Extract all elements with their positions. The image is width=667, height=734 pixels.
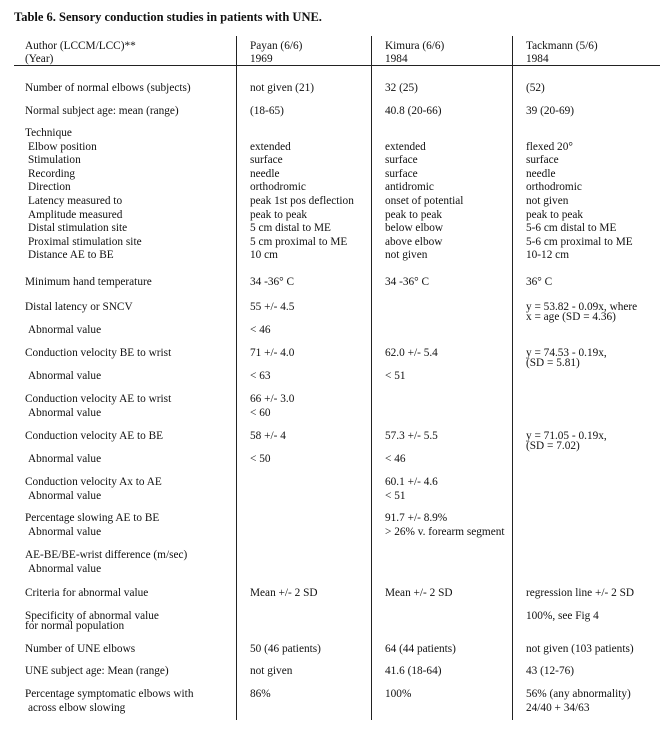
table-cell-r14-c3: Mean +/- 2 SD [385,587,453,599]
table-cell-r11-c1: Abnormal value [28,489,102,502]
table-cell-r0-c2: not given (21) [250,82,315,94]
table-cell-r9-c4: y = 71.05 - 0.19x, [526,430,607,442]
header-cell-c1: Author (LCCM/LCC)** [25,40,136,52]
table-cell-r9-c3: 57.3 +/- 5.5 [385,430,438,442]
table-cell-r2-c1: Distance AE to BE [28,249,114,262]
table-cell-r6-c4: (SD = 5.81) [526,356,580,369]
table-cell-r12-c3: > 26% v. forearm segment [385,525,505,538]
table-cell-r4-c4: y = 53.82 - 0.09x, where [526,301,638,313]
table-cell-r2-c3: surface [385,154,418,167]
table-cell-r2-c3: surface [385,167,418,180]
table-cell-r8-c1: Conduction velocity AE to wrist [25,393,172,405]
table-cell-r9-c1: Conduction velocity AE to BE [25,430,164,442]
header-cell-c1: (Year) [25,52,54,65]
table-cell-r17-c2: not given [250,665,293,677]
table-cell-r2-c2: surface [250,154,283,167]
table-cell-r6-c2: 71 +/- 4.0 [250,347,295,359]
table-cell-r2-c2: orthodromic [250,181,306,194]
table-cell-r1-c3: 40.8 (20-66) [385,105,442,117]
table-cell-r8-c1: Abnormal value [28,406,102,419]
table-cell-r10-c3: < 46 [385,453,406,465]
table-cell-r2-c2: 5 cm distal to ME [250,222,331,235]
table-cell-r18-c1: across elbow slowing [28,701,126,714]
header-cell-c3: Kimura (6/6) [385,40,445,52]
table-cell-r2-c3: above elbow [385,235,443,248]
table-cell-r8-c2: < 60 [250,406,271,419]
table-cell-r12-c1: Percentage slowing AE to BE [25,512,160,524]
table-cell-r6-c4: y = 74.53 - 0.19x, [526,347,607,359]
table-cell-r17-c4: 43 (12-76) [526,665,575,677]
table-cell-r1-c4: 39 (20-69) [526,105,575,117]
table-cell-r2-c4: not given [526,195,569,207]
table-cell-r12-c1: Abnormal value [28,525,102,538]
table-cell-r11-c1: Conduction velocity Ax to AE [25,476,162,488]
column-divider-2 [371,36,372,720]
table-cell-r1-c1: Normal subject age: mean (range) [25,105,179,117]
table-cell-r13-c1: Abnormal value [28,562,102,575]
table-cell-r14-c2: Mean +/- 2 SD [250,587,318,599]
table-cell-r6-c1: Conduction velocity BE to wrist [25,347,172,359]
header-cell-c4: 1984 [526,52,549,65]
table-title: Table 6. Sensory conduction studies in patients with UNE. [14,10,322,24]
table-cell-r2-c1: Elbow position [28,140,97,153]
table-cell-r18-c4: 24/40 + 34/63 [526,701,590,714]
table-cell-r2-c4: flexed 20° [526,140,573,153]
table-cell-r2-c2: peak 1st pos deflection [250,195,354,207]
table-cell-r4-c1: Distal latency or SNCV [25,301,133,313]
table-cell-r0-c4: (52) [526,82,545,94]
table-cell-r16-c2: 50 (46 patients) [250,643,321,655]
table-cell-r2-c4: peak to peak [526,208,584,221]
table-cell-r16-c4: not given (103 patients) [526,643,634,655]
table-cell-r4-c2: 55 +/- 4.5 [250,301,295,313]
table-cell-r1-c2: (18-65) [250,105,284,117]
table-cell-r2-c4: 5-6 cm distal to ME [526,222,617,235]
table-cell-r3-c1: Minimum hand temperature [25,276,152,288]
table-cell-r2-c1: Direction [28,181,71,194]
table-cell-r2-c1: Stimulation [28,154,81,167]
table-cell-r2-c1: Latency measured to [28,195,123,207]
table-cell-r2-c1: Proximal stimulation site [28,235,142,248]
table-cell-r9-c4: (SD = 7.02) [526,439,580,452]
table-cell-r14-c1: Criteria for abnormal value [25,587,149,599]
table-cell-r12-c3: 91.7 +/- 8.9% [385,512,448,524]
table-cell-r15-c1: for normal population [25,619,125,632]
table-cell-r2-c4: surface [526,154,559,167]
table-cell-r11-c3: < 51 [385,489,406,502]
table-cell-r2-c3: below elbow [385,222,444,235]
table-cell-r15-c4: 100%, see Fig 4 [526,610,599,622]
header-cell-c4: Tackmann (5/6) [526,40,598,52]
table-cell-r3-c2: 34 -36° C [250,276,295,288]
table-cell-r2-c2: 10 cm [250,249,278,262]
table-cell-r2-c3: extended [385,140,426,153]
table-cell-r0-c3: 32 (25) [385,82,418,94]
table-cell-r16-c3: 64 (44 patients) [385,643,456,655]
table-cell-r2-c4: orthodromic [526,181,582,194]
table-cell-r2-c1: Recording [28,167,76,180]
table-cell-r3-c3: 34 -36° C [385,276,430,288]
table-cell-r9-c2: 58 +/- 4 [250,430,286,442]
table-cell-r2-c1: Distal stimulation site [28,222,128,235]
table-cell-r2-c1: Amplitude measured [28,208,123,221]
table-cell-r18-c1: Percentage symptomatic elbows with [25,688,194,700]
table-cell-r6-c3: 62.0 +/- 5.4 [385,347,438,359]
header-cell-c3: 1984 [385,52,408,65]
table-cell-r2-c3: onset of potential [385,195,464,207]
table-cell-r2-c4: 5-6 cm proximal to ME [526,235,633,248]
column-divider-3 [512,36,513,720]
table-cell-r13-c1: AE-BE/BE-wrist difference (m/sec) [25,549,188,561]
table-cell-r2-c4: needle [526,167,556,180]
table-cell-r11-c3: 60.1 +/- 4.6 [385,476,438,488]
table-cell-r18-c2: 86% [250,688,271,700]
table-cell-r3-c4: 36° C [526,276,553,288]
table-cell-r10-c2: < 50 [250,453,271,465]
table-cell-r2-c4: 10-12 cm [526,249,569,262]
table-cell-r10-c1: Abnormal value [28,453,102,465]
table-cell-r8-c2: 66 +/- 3.0 [250,393,295,405]
table-cell-r7-c3: < 51 [385,370,406,382]
table-cell-r4-c4: x = age (SD = 4.36) [526,310,616,323]
table-cell-r2-c3: antidromic [385,181,434,194]
table-cell-r14-c4: regression line +/- 2 SD [526,587,635,599]
table-cell-r5-c2: < 46 [250,324,271,336]
header-cell-c2: Payan (6/6) [250,40,303,52]
table-cell-r2-c2: extended [250,140,291,153]
table-cell-r18-c3: 100% [385,688,412,700]
column-divider-1 [236,36,237,720]
table-cell-r17-c1: UNE subject age: Mean (range) [25,665,169,677]
table-cell-r7-c1: Abnormal value [28,370,102,382]
table-cell-r0-c1: Number of normal elbows (subjects) [25,82,191,94]
table-cell-r2-c2: 5 cm proximal to ME [250,235,348,248]
table-cell-r7-c2: < 63 [250,370,271,382]
header-rule [14,65,660,66]
table-cell-r17-c3: 41.6 (18-64) [385,665,442,677]
table-cell-r2-c3: not given [385,249,428,262]
table-cell-r2-c1: Technique [25,127,72,139]
table-cell-r18-c4: 56% (any abnormality) [526,688,631,700]
table-cell-r15-c1: Specificity of abnormal value [25,610,159,622]
table-cell-r2-c2: needle [250,167,280,180]
header-cell-c2: 1969 [250,52,273,65]
table-cell-r2-c2: peak to peak [250,208,308,221]
table-cell-r2-c3: peak to peak [385,208,443,221]
table-cell-r16-c1: Number of UNE elbows [25,643,136,655]
table-cell-r5-c1: Abnormal value [28,324,102,336]
